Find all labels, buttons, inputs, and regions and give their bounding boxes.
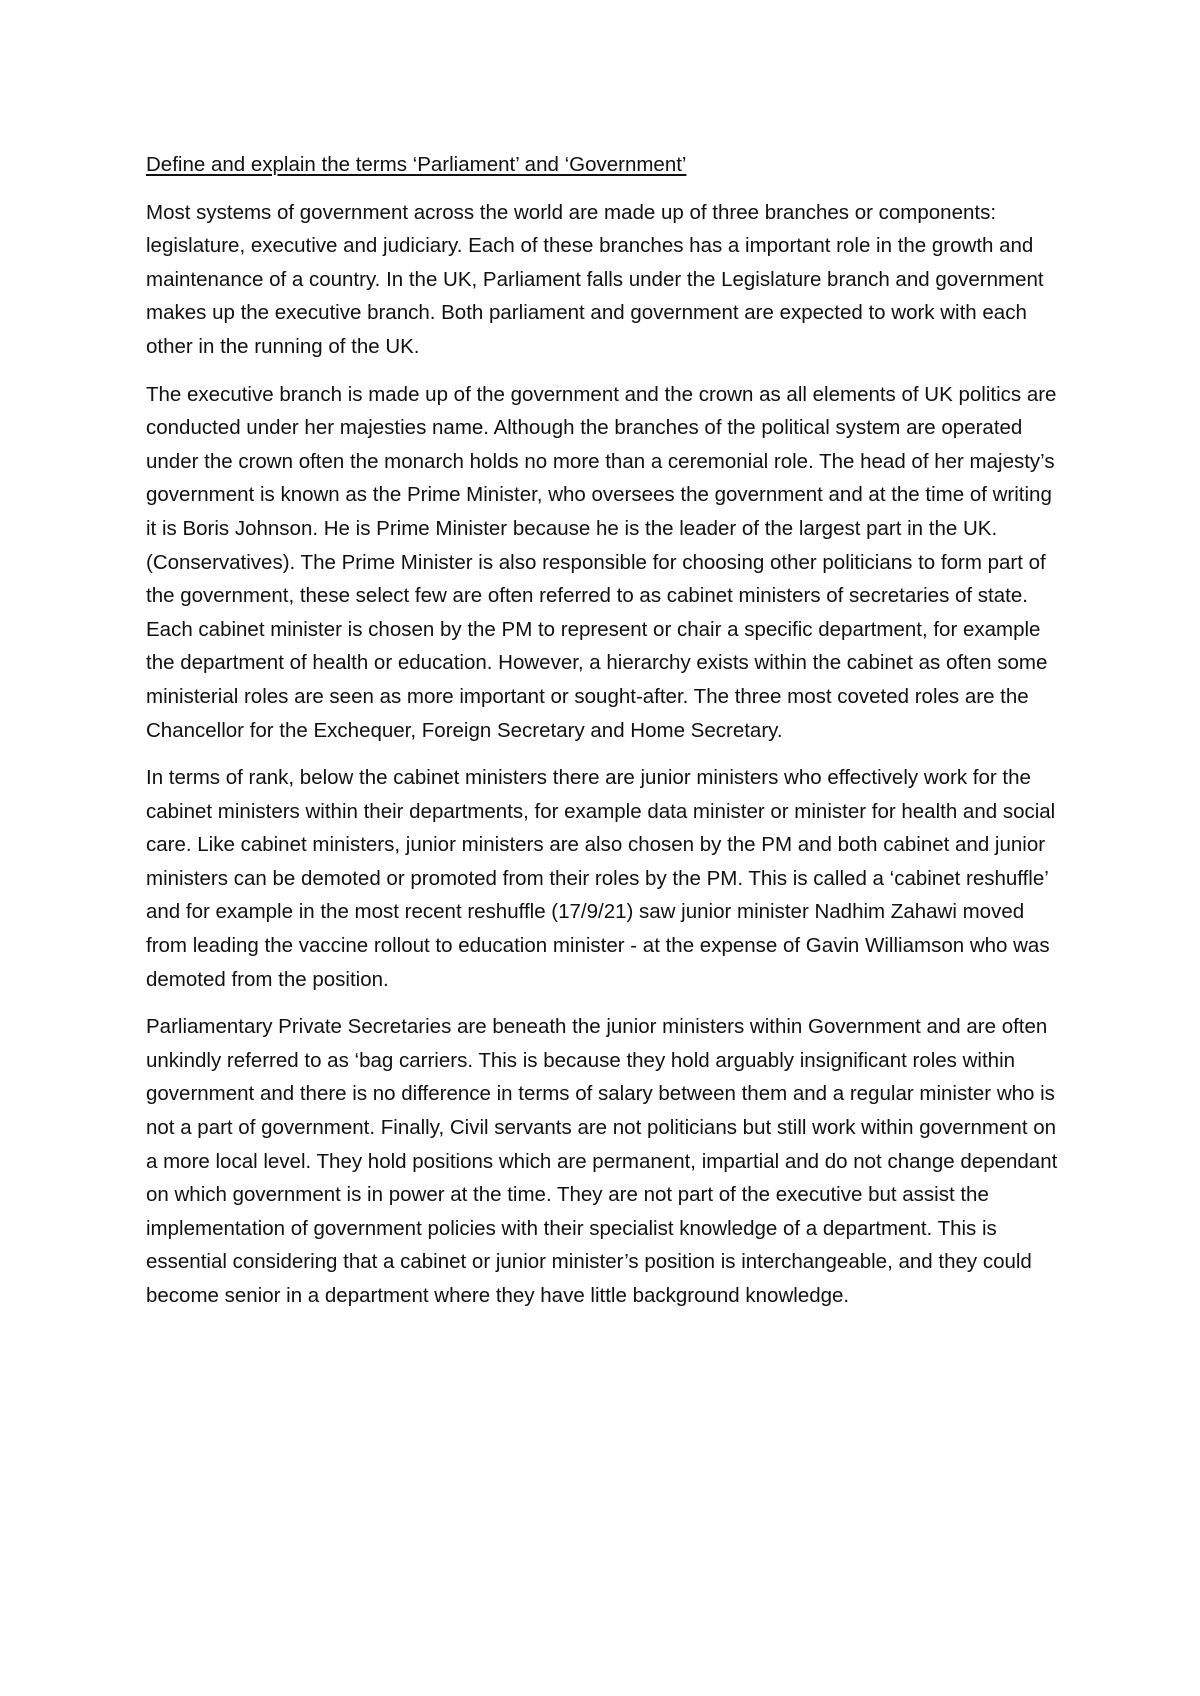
paragraph-junior-ministers: In terms of rank, below the cabinet ministers there are junior ministers who effectively work for the cabinet ministers within their departments, for example data minister or minister for health and social care. Like cabinet ministers, junior ministers are also chosen by the PM and both cabinet and junior ministers can be demoted or promoted from their roles by the PM. This is called a ‘cabinet reshuffle’ and for example in the most recent reshuffle (17/9/21) saw junior minister Nadhim Zahawi moved from leading the vaccine rollout to education minister - at the expense of Gavin Williamson who was demoted from the position. [146,766,1056,991]
paragraph-executive-branch: The executive branch is made up of the government and the crown as all elements of UK politics are conducted under her majesties name. Although the branches of the political system are operated under the crown often the monarch holds no more than a ceremonial role. The head of her majesty’s government is known as the Prime Minister, who oversees the government and at the time of writing it is Boris Johnson. He is Prime Minister because he is the leader of the largest part in the UK. (Conservatives). The Prime Minister is also responsible for choosing other politicians to form part of the government, these select few are often referred to as cabinet ministers of secretaries of state. Each cabinet minister is chosen by the PM to represent or chair a specific department, for example the department of health or education. However, a hierarchy exists within the cabinet as often some ministerial roles are seen as more important or sought-after. The three most coveted roles are the Chancellor for the Exchequer, Foreign Secretary and Home Secretary. [146,382,1057,742]
paragraph-private-secretaries-civil-servants: Parliamentary Private Secretaries are beneath the junior ministers within Government and are often unkindly referred to as ‘bag carriers. This is because they hold arguably insignificant roles within government and there is no difference in terms of salary between them and a regular minister who is not a part of government. Finally, Civil servants are not politicians but still work within government on a more local level. They hold positions which are permanent, impartial and do not change dependant on which government is in power at the time. They are not part of the executive but assist the implementation of government policies with their specialist knowledge of a department. This is essential considering that a cabinet or junior minister’s position is interchangeable, and they could become senior in a department where they have little background knowledge. [146,1015,1058,1307]
paragraph-branches-overview: Most systems of government across the world are made up of three branches or components: legislature, executive and judiciary. Each of these branches has a important role in the growth and maintenance of a country. In the UK, Parliament falls under the Legislature branch and government makes up the executive branch. Both parliament and government are expected to work with each other in the running of the UK. [146,200,1044,358]
document-title: Define and explain the terms ‘Parliament’ and ‘Government’ [146,153,687,176]
document-body [146,148,1066,1327]
